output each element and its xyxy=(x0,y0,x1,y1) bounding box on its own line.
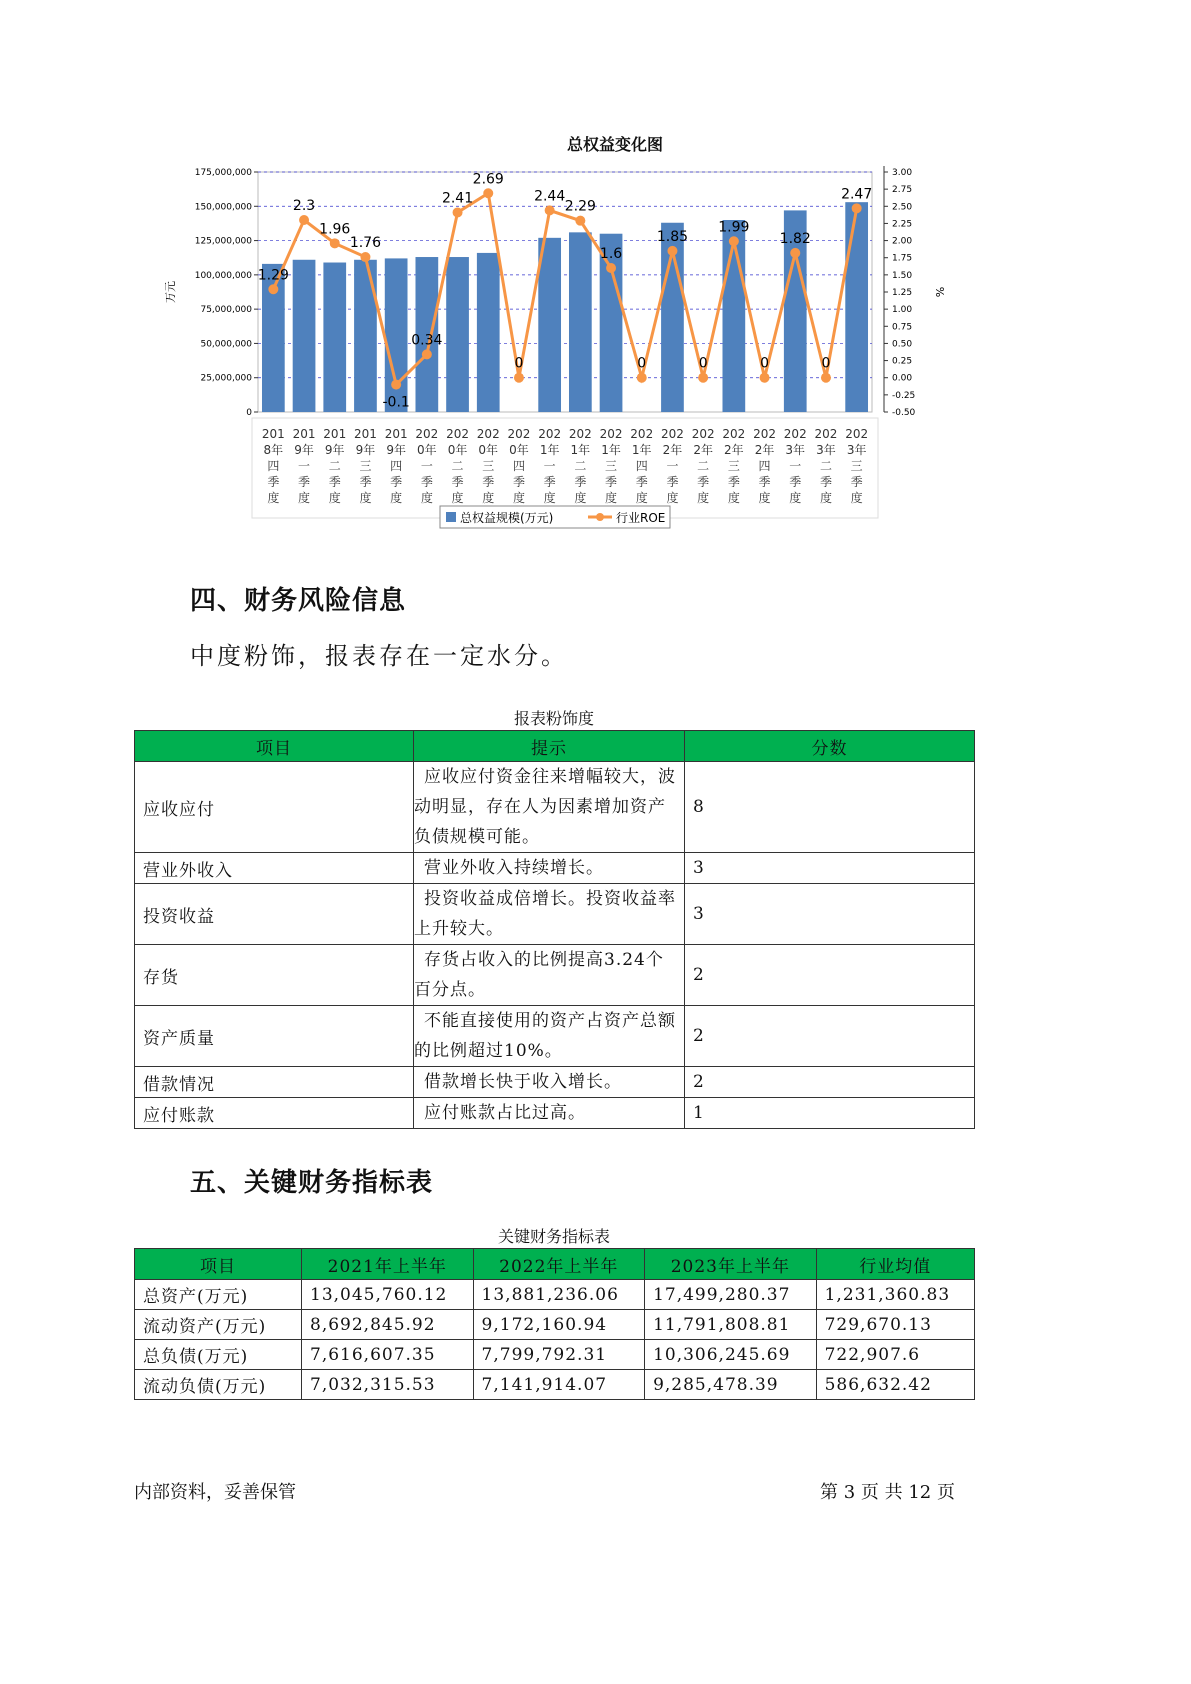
roe-point xyxy=(391,380,401,390)
y-tick-label-right: 2.25 xyxy=(892,219,913,230)
x-tick-label: 季 xyxy=(666,475,679,489)
y-tick-label-right: 0.75 xyxy=(892,322,913,333)
y-tick-label-right: 2.50 xyxy=(892,202,913,213)
x-tick-label: 201 xyxy=(292,427,316,441)
x-tick-label: 0年 xyxy=(509,443,529,457)
y-axis-label-left: 万元 xyxy=(164,281,177,303)
value-cell: 1,231,360.83 xyxy=(816,1280,974,1310)
data-label: 2.47 xyxy=(841,186,873,203)
x-tick-label: 季 xyxy=(819,475,832,489)
y-tick-label-right: 3.00 xyxy=(892,168,913,178)
x-tick-label: 季 xyxy=(512,475,525,489)
x-tick-label: 度 xyxy=(758,491,771,505)
data-label: 0 xyxy=(821,355,831,372)
x-tick-label: 3年 xyxy=(816,443,836,457)
y-axis-label-right: % xyxy=(933,286,946,298)
data-label: 2.29 xyxy=(564,198,596,215)
data-label: 1.96 xyxy=(319,221,351,238)
x-tick-label: 季 xyxy=(328,475,341,489)
value-cell: 7,799,792.31 xyxy=(473,1340,645,1370)
x-tick-label: 9年 xyxy=(386,443,406,457)
equity-chart xyxy=(160,128,960,548)
y-tick-label-right: 0.00 xyxy=(892,373,913,384)
item-cell: 投资收益 xyxy=(135,884,414,945)
hint-cell: 营业外收入持续增长。 xyxy=(414,853,685,884)
x-tick-label: 3年 xyxy=(785,443,806,457)
x-tick-label: 0年 xyxy=(417,443,437,457)
x-tick-label: 2年 xyxy=(724,443,744,457)
x-tick-label: 度 xyxy=(635,491,648,505)
item-cell: 流动资产(万元) xyxy=(135,1310,302,1340)
score-cell: 8 xyxy=(685,762,975,853)
x-tick-label: 度 xyxy=(328,491,341,505)
data-label: 0 xyxy=(637,355,647,372)
value-cell: 7,032,315.53 xyxy=(302,1370,474,1400)
roe-point xyxy=(667,246,677,256)
data-label: 1.6 xyxy=(599,246,623,262)
x-tick-label: 1年 xyxy=(570,443,591,457)
x-tick-label: 202 xyxy=(538,427,562,441)
fin-table xyxy=(134,1248,975,1400)
bar xyxy=(323,263,346,412)
x-tick-label: 0年 xyxy=(447,443,468,457)
section5-heading: 五、关键财务指标表 xyxy=(190,1168,434,1198)
x-tick-label: 度 xyxy=(390,491,403,505)
table-row xyxy=(135,853,975,884)
x-tick-label: 度 xyxy=(605,491,618,505)
x-tick-label: 3年 xyxy=(846,443,867,457)
y-tick-label-left: 125,000,000 xyxy=(194,236,252,247)
risk-table xyxy=(134,730,975,1129)
table-row xyxy=(135,1370,975,1400)
data-label: 0.34 xyxy=(411,332,443,349)
x-tick-label: 四 xyxy=(512,459,525,473)
value-cell: 9,285,478.39 xyxy=(645,1370,817,1400)
y-tick-label-left: 175,000,000 xyxy=(194,168,252,178)
x-tick-label: 四 xyxy=(267,459,280,473)
header-cell: 2022年上半年 xyxy=(473,1249,645,1280)
hint-cell: 不能直接使用的资产占资产总额的比例超过10%。 xyxy=(414,1006,685,1067)
roe-point xyxy=(453,207,463,217)
x-tick-label: 度 xyxy=(666,491,679,505)
table-row xyxy=(135,884,975,945)
value-cell: 13,881,236.06 xyxy=(473,1280,645,1310)
roe-point xyxy=(360,252,370,262)
y-tick-label-left: 75,000,000 xyxy=(200,305,252,316)
roe-point xyxy=(575,216,585,226)
x-tick-label: 季 xyxy=(758,475,771,489)
x-tick-label: 201 xyxy=(353,427,377,441)
value-cell: 10,306,245.69 xyxy=(645,1340,817,1370)
data-label: 1.76 xyxy=(349,235,382,252)
x-tick-label: 三 xyxy=(850,459,863,473)
legend-line-label: 行业ROE xyxy=(616,511,666,525)
x-tick-label: 季 xyxy=(697,475,710,489)
header-cell: 行业均值 xyxy=(816,1249,974,1280)
roe-point xyxy=(790,248,800,258)
x-tick-label: 四 xyxy=(635,459,648,473)
table-row xyxy=(135,762,975,853)
x-tick-label: 季 xyxy=(543,475,556,489)
table-row xyxy=(135,1098,975,1129)
roe-point xyxy=(760,373,770,383)
roe-point xyxy=(330,238,340,248)
roe-point xyxy=(821,373,831,383)
table-row xyxy=(135,1310,975,1340)
x-tick-label: 9年 xyxy=(355,443,376,457)
score-cell: 2 xyxy=(685,1067,975,1098)
y-tick-label-right: 1.50 xyxy=(892,270,913,281)
fin-table-header xyxy=(135,1249,975,1280)
value-cell: 8,692,845.92 xyxy=(302,1310,474,1340)
x-tick-label: 度 xyxy=(574,491,587,505)
data-label: 1.85 xyxy=(656,228,689,245)
x-tick-label: 季 xyxy=(298,475,311,489)
x-tick-label: 一 xyxy=(543,459,556,473)
x-tick-label: 9年 xyxy=(324,443,345,457)
x-tick-label: 度 xyxy=(819,491,832,505)
bar xyxy=(538,238,561,412)
hint-cell: 投资收益成倍增长。投资收益率上升较大。 xyxy=(414,884,685,945)
x-tick-label: 度 xyxy=(727,491,740,505)
x-tick-label: 度 xyxy=(512,491,525,505)
x-tick-label: 三 xyxy=(727,459,740,473)
table-row xyxy=(135,1006,975,1067)
x-tick-label: 度 xyxy=(298,491,311,505)
x-tick-label: 202 xyxy=(722,427,746,441)
legend-bar-label: 总权益规模(万元) xyxy=(460,511,554,525)
x-tick-label: 季 xyxy=(789,475,802,489)
chart-svg xyxy=(160,128,1070,548)
score-cell: 3 xyxy=(685,853,975,884)
x-tick-label: 201 xyxy=(323,427,347,441)
hint-cell: 应付账款占比过高。 xyxy=(414,1098,685,1129)
y-tick-label-right: 0.25 xyxy=(892,356,913,367)
y-tick-label-right: 1.75 xyxy=(892,253,913,264)
data-label: 2.44 xyxy=(534,188,566,205)
score-cell: 2 xyxy=(685,945,975,1006)
x-tick-label: 0年 xyxy=(478,443,499,457)
header-cell: 提示 xyxy=(414,731,685,762)
legend-line-marker xyxy=(596,513,604,521)
section4-heading: 四、财务风险信息 xyxy=(190,586,407,616)
data-label: 1.29 xyxy=(257,267,289,284)
x-tick-label: 季 xyxy=(451,475,464,489)
x-tick-label: 季 xyxy=(850,475,863,489)
x-tick-label: 202 xyxy=(476,427,500,441)
x-tick-label: 季 xyxy=(267,475,280,489)
y-tick-label-left: 50,000,000 xyxy=(200,339,252,350)
x-tick-label: 2年 xyxy=(662,443,683,457)
x-tick-label: 201 xyxy=(384,427,408,441)
item-cell: 流动负债(万元) xyxy=(135,1370,302,1400)
item-cell: 资产质量 xyxy=(135,1006,414,1067)
value-cell: 9,172,160.94 xyxy=(473,1310,645,1340)
x-tick-label: 201 xyxy=(261,427,285,441)
x-tick-label: 三 xyxy=(605,459,618,473)
data-label: 0 xyxy=(514,355,524,372)
value-cell: 13,045,760.12 xyxy=(302,1280,474,1310)
x-tick-label: 一 xyxy=(420,459,433,473)
score-cell: 2 xyxy=(685,1006,975,1067)
x-tick-label: 202 xyxy=(783,427,807,441)
x-tick-label: 四 xyxy=(390,459,403,473)
x-tick-label: 202 xyxy=(630,427,654,441)
item-cell: 应收应付 xyxy=(135,762,414,853)
score-cell: 1 xyxy=(685,1098,975,1129)
table-row xyxy=(135,1280,975,1310)
page-number: 第 3 页 共 12 页 xyxy=(820,1482,955,1503)
header-cell: 项目 xyxy=(135,731,414,762)
x-tick-label: 二 xyxy=(574,459,587,473)
x-tick-label: 度 xyxy=(850,491,863,505)
x-tick-label: 202 xyxy=(507,427,531,441)
bar xyxy=(569,232,592,412)
hint-cell: 借款增长快于收入增长。 xyxy=(414,1067,685,1098)
x-tick-label: 季 xyxy=(420,475,433,489)
roe-point xyxy=(637,373,647,383)
x-tick-label: 季 xyxy=(635,475,648,489)
y-tick-label-left: 25,000,000 xyxy=(200,373,252,384)
roe-point xyxy=(299,215,309,225)
x-tick-label: 202 xyxy=(814,427,838,441)
risk-table-header xyxy=(135,731,975,762)
roe-point xyxy=(545,205,555,215)
header-cell: 2023年上半年 xyxy=(645,1249,817,1280)
value-cell: 722,907.6 xyxy=(816,1340,974,1370)
roe-point xyxy=(514,373,524,383)
roe-point xyxy=(268,284,278,294)
bar xyxy=(293,260,316,412)
header-cell: 2021年上半年 xyxy=(302,1249,474,1280)
hint-cell: 应收应付资金往来增幅较大，波动明显，存在人为因素增加资产负债规模可能。 xyxy=(414,762,685,853)
item-cell: 借款情况 xyxy=(135,1067,414,1098)
x-tick-label: 度 xyxy=(451,491,464,505)
x-tick-label: 季 xyxy=(482,475,495,489)
x-tick-label: 季 xyxy=(390,475,403,489)
x-tick-label: 一 xyxy=(666,459,679,473)
table-row xyxy=(135,1067,975,1098)
x-tick-label: 季 xyxy=(727,475,740,489)
y-tick-label-left: 150,000,000 xyxy=(194,202,252,213)
table-row xyxy=(135,1340,975,1370)
y-tick-label-left: 100,000,000 xyxy=(194,270,252,281)
data-label: 2.69 xyxy=(472,171,504,188)
x-tick-label: 二 xyxy=(697,459,710,473)
data-label: 1.99 xyxy=(718,219,750,236)
bar xyxy=(354,260,377,412)
data-label: 2.3 xyxy=(292,198,316,214)
x-tick-label: 度 xyxy=(697,491,710,505)
value-cell: 7,141,914.07 xyxy=(473,1370,645,1400)
x-tick-label: 度 xyxy=(789,491,802,505)
roe-point xyxy=(698,373,708,383)
x-tick-label: 1年 xyxy=(631,443,652,457)
bar xyxy=(477,253,500,412)
x-tick-label: 一 xyxy=(298,459,311,473)
x-tick-label: 9年 xyxy=(294,443,314,457)
x-tick-label: 2年 xyxy=(754,443,775,457)
value-cell: 586,632.42 xyxy=(816,1370,974,1400)
x-tick-label: 202 xyxy=(660,427,684,441)
x-tick-label: 度 xyxy=(543,491,556,505)
x-tick-label: 202 xyxy=(691,427,715,441)
header-cell: 分数 xyxy=(685,731,975,762)
y-tick-label-right: -0.50 xyxy=(892,408,916,418)
x-tick-label: 二 xyxy=(819,459,832,473)
data-label: 0 xyxy=(760,355,770,372)
y-tick-label-right: 1.25 xyxy=(892,288,913,298)
header-cell: 项目 xyxy=(135,1249,302,1280)
data-label: 0 xyxy=(698,355,708,372)
x-tick-label: 四 xyxy=(758,459,771,473)
value-cell: 11,791,808.81 xyxy=(645,1310,817,1340)
x-tick-label: 202 xyxy=(599,427,623,441)
score-cell: 3 xyxy=(685,884,975,945)
x-tick-label: 2年 xyxy=(693,443,713,457)
data-label: -0.1 xyxy=(382,394,410,411)
x-tick-label: 202 xyxy=(446,427,470,441)
hint-cell: 存货占收入的比例提高3.24个百分点。 xyxy=(414,945,685,1006)
footer-note: 内部资料，妥善保管 xyxy=(134,1482,296,1503)
item-cell: 总负债(万元) xyxy=(135,1340,302,1370)
x-tick-label: 三 xyxy=(482,459,495,473)
bar xyxy=(845,202,868,412)
x-tick-label: 1年 xyxy=(539,443,560,457)
value-cell: 17,499,280.37 xyxy=(645,1280,817,1310)
x-tick-label: 度 xyxy=(267,491,280,505)
x-tick-label: 季 xyxy=(574,475,587,489)
x-tick-label: 度 xyxy=(420,491,433,505)
chart-title: 总权益变化图 xyxy=(566,135,663,154)
roe-point xyxy=(422,349,432,359)
table-row xyxy=(135,945,975,1006)
y-tick-label-left: 0 xyxy=(246,408,252,418)
y-tick-label-right: 1.00 xyxy=(892,305,913,316)
x-tick-label: 202 xyxy=(415,427,439,441)
x-tick-label: 一 xyxy=(789,459,802,473)
roe-point xyxy=(483,188,493,198)
x-tick-label: 202 xyxy=(845,427,869,441)
x-tick-label: 季 xyxy=(605,475,618,489)
fin-table-caption: 关键财务指标表 xyxy=(497,1227,610,1246)
item-cell: 营业外收入 xyxy=(135,853,414,884)
item-cell: 存货 xyxy=(135,945,414,1006)
data-label: 1.82 xyxy=(779,230,811,247)
x-tick-label: 202 xyxy=(753,427,777,441)
y-tick-label-right: -0.25 xyxy=(892,390,916,401)
y-tick-label-right: 2.75 xyxy=(892,185,913,196)
value-cell: 729,670.13 xyxy=(816,1310,974,1340)
x-tick-label: 三 xyxy=(359,459,372,473)
x-tick-label: 8年 xyxy=(263,443,284,457)
x-tick-label: 202 xyxy=(568,427,592,441)
x-tick-label: 二 xyxy=(451,459,464,473)
y-tick-label-right: 0.50 xyxy=(892,339,913,350)
bar xyxy=(722,220,745,412)
x-tick-label: 度 xyxy=(359,491,372,505)
roe-point xyxy=(852,203,862,213)
item-cell: 总资产(万元) xyxy=(135,1280,302,1310)
x-tick-label: 1年 xyxy=(601,443,621,457)
roe-point xyxy=(606,263,616,273)
x-tick-label: 季 xyxy=(359,475,372,489)
x-tick-label: 度 xyxy=(482,491,495,505)
data-label: 2.41 xyxy=(441,190,474,207)
item-cell: 应付账款 xyxy=(135,1098,414,1129)
x-tick-label: 二 xyxy=(328,459,341,473)
y-tick-label-right: 2.00 xyxy=(892,236,913,247)
value-cell: 7,616,607.35 xyxy=(302,1340,474,1370)
section4-text: 中度粉饰，报表存在一定水分。 xyxy=(190,642,568,670)
legend-bar-swatch xyxy=(446,512,456,522)
roe-point xyxy=(729,236,739,246)
bar xyxy=(446,257,469,412)
risk-table-caption: 报表粉饰度 xyxy=(513,709,594,728)
